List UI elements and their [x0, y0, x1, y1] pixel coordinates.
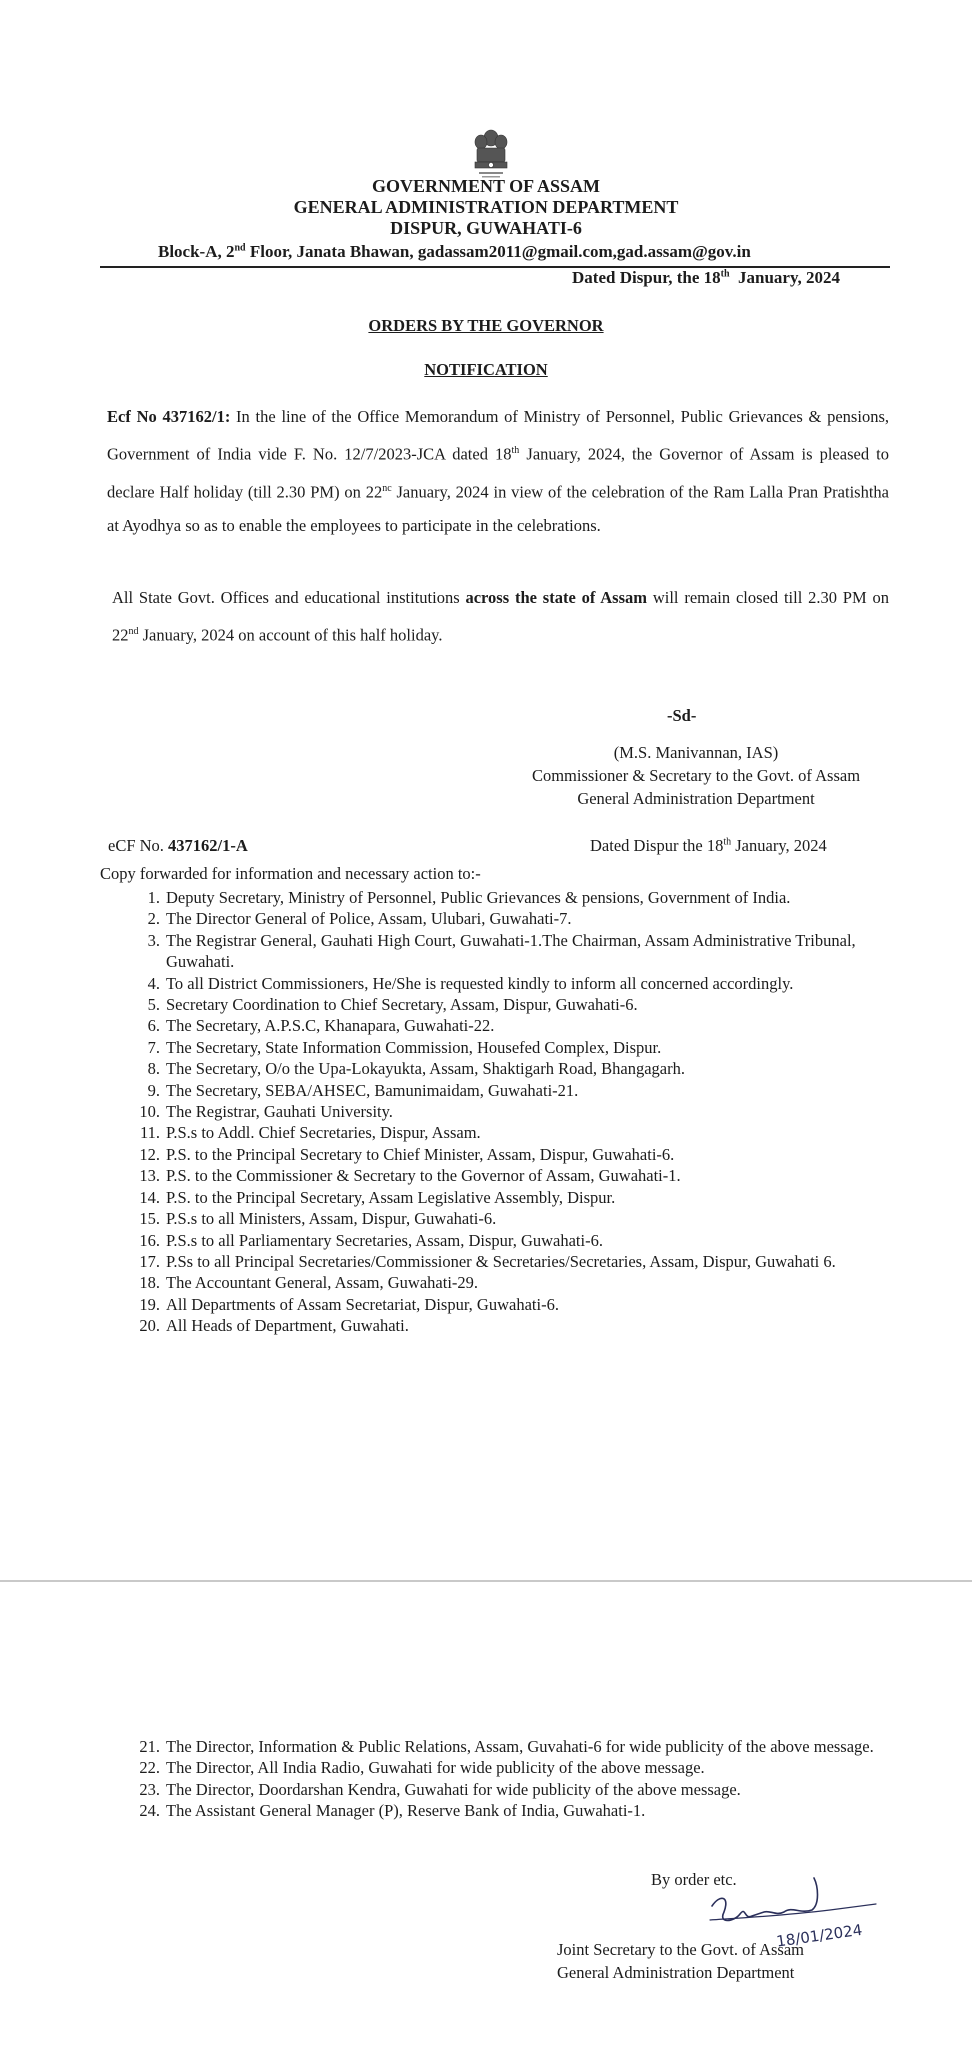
list-item: [100, 1080, 890, 1101]
list-item: [100, 1315, 890, 1336]
page-break-divider: [0, 1580, 972, 1582]
list-item-text: Secretary Coordination to Chief Secretary, Assam, Dispur, Guwahati-6.: [166, 995, 638, 1015]
footer-signatory: [557, 1938, 804, 1984]
list-item-text: The Registrar, Gauhati University.: [166, 1102, 393, 1122]
signatory-department: General Administration Department: [577, 789, 815, 808]
list-item-number: 2.: [147, 909, 160, 929]
list-item-text: The Secretary, SEBA/AHSEC, Bamunimaidam, Guwahati-21.: [166, 1080, 579, 1100]
list-item-text: P.S.s to all Parliamentary Secretaries, Assam, Dispur, Guwahati-6.: [166, 1230, 603, 1250]
list-item-text: P.Ss to all Principal Secretaries/Commissioner & Secretaries/Secretaries, Assam, Dispur, Guwahati 6.: [166, 1251, 836, 1271]
list-item-text: The Director General of Police, Assam, Ulubari, Guwahati-7.: [166, 909, 572, 929]
list-item: [100, 908, 890, 929]
list-item-number: 24.: [139, 1801, 160, 1821]
list-item: [100, 1251, 890, 1272]
by-order-text: By order etc.: [651, 1870, 737, 1889]
signatory-designation: Commissioner & Secretary to the Govt. of Assam: [531, 766, 861, 785]
list-item-number: 16.: [139, 1230, 160, 1250]
notification-paragraph-1: Ecf No 437162/1: In the line of the Office Memorandum of Ministry of Personnel, Public Grievances & pensions, Government of India vide F. No. 12/7/2023-JCA dated 18th January, 2024, the Governor of Assam is pleased to declare Half holiday (till 2.30 PM) on $22^{nc}$ January, 2024 in view of the celebration of the Ram Lalla Pran Pratishtha at Ayodhya so as to enable the employees to participate in the celebrations.: [107, 407, 889, 535]
list-item-text: P.S. to the Principal Secretary to Chief Minister, Assam, Dispur, Guwahati-6.: [166, 1144, 675, 1164]
list-item-text: All Heads of Department, Guwahati.: [166, 1316, 409, 1336]
list-item-text: The Secretary, O/o the Upa-Lokayukta, Assam, Shaktigarh Road, Bhangagarh.: [166, 1059, 685, 1079]
list-item-text: The Director, All India Radio, Guwahati for wide publicity of the above message.: [166, 1758, 705, 1778]
footer-department: General Administration Department: [557, 1963, 795, 1982]
list-item-number: 19.: [139, 1294, 160, 1314]
list-item-text: P.S.s to Addl. Chief Secretaries, Dispur, Assam.: [166, 1123, 481, 1143]
signature-block: [500, 741, 892, 810]
header-line-government: GOVERNMENT OF ASSAM: [371, 176, 601, 196]
list-item-number: 12.: [139, 1144, 160, 1164]
title-notification: NOTIFICATION: [424, 360, 548, 379]
list-item-text: The Secretary, A.P.S.C, Khanapara, Guwahati-22.: [166, 1016, 495, 1036]
list-item-text: The Director, Doordarshan Kendra, Guwahati for wide publicity of the above message.: [166, 1779, 741, 1799]
list-item: [100, 1757, 900, 1778]
list-item-number: 4.: [147, 973, 160, 993]
list-item-text: To all District Commissioners, He/She is requested kindly to inform all concerned accordingly.: [166, 973, 794, 993]
list-item: [100, 1779, 900, 1800]
signature-sd: -Sd-: [667, 706, 697, 725]
list-item-number: 6.: [147, 1016, 160, 1036]
list-item-number: 15.: [139, 1209, 160, 1229]
signature-handwritten-date: 18/01/2024: [775, 1920, 864, 1951]
list-item-text: The Assistant General Manager (P), Reserve Bank of India, Guwahati-1.: [166, 1801, 646, 1821]
list-item-number: 23.: [139, 1779, 160, 1799]
list-item: [100, 1294, 890, 1315]
list-item-text: All Departments of Assam Secretariat, Dispur, Guwahati-6.: [166, 1294, 559, 1314]
list-item: [100, 1122, 890, 1143]
list-item-text: The Director, Information & Public Relations, Assam, Guvahati-6 for wide publicity of the above message.: [166, 1737, 874, 1756]
list-item-text: Deputy Secretary, Ministry of Personnel, Public Grievances & pensions, Government of India.: [166, 888, 791, 907]
copy-ecf-number: eCF No. 437162/1-A: [108, 836, 248, 855]
list-item-number: 9.: [147, 1080, 160, 1100]
title-orders: ORDERS BY THE GOVERNOR: [368, 316, 604, 335]
list-item-text: The Secretary, State Information Commission, Housefed Complex, Dispur.: [166, 1037, 662, 1057]
list-item-number: 14.: [139, 1187, 160, 1207]
list-item-number: 18.: [139, 1273, 160, 1293]
list-item: [100, 973, 890, 994]
copy-date: Dated Dispur the 18th January, 2024: [590, 836, 827, 855]
signatory-name: (M.S. Manivannan, IAS): [613, 743, 779, 762]
list-item: [100, 1208, 890, 1229]
list-item-number: 22.: [139, 1758, 160, 1778]
list-item-text: The Registrar General, Gauhati High Court, Guwahati-1.The Chairman, Assam Administrative Tribunal, Guwahati.: [166, 930, 856, 972]
list-item-number: 8.: [147, 1059, 160, 1079]
copy-distribution-list: [100, 887, 890, 1337]
header-line-address-city: DISPUR, GUWAHATI-6: [390, 218, 582, 238]
list-item-number: 3.: [147, 930, 160, 950]
list-item: [100, 1015, 890, 1036]
copy-distribution-list-continued: [100, 1736, 900, 1822]
list-item: [100, 1165, 890, 1186]
list-item: [100, 1058, 890, 1079]
copy-intro: Copy forwarded for information and necessary action to:-: [100, 864, 481, 883]
list-item: [100, 1144, 890, 1165]
list-item-number: 13.: [139, 1166, 160, 1186]
list-item-number: 1.: [147, 888, 160, 907]
list-item-text: P.S.s to all Ministers, Assam, Dispur, Guwahati-6.: [166, 1209, 497, 1229]
list-item-number: 5.: [147, 995, 160, 1015]
header-line-department: GENERAL ADMINISTRATION DEPARTMENT: [293, 197, 679, 217]
list-item-number: 17.: [139, 1251, 160, 1271]
list-item-number: 11.: [139, 1123, 160, 1143]
list-item: [100, 1101, 890, 1122]
notification-paragraph-2: All State Govt. Offices and educational institutions across the state of Assam will remain closed till 2.30 PM on 22nd January, 2024 on account of this half holiday.: [112, 588, 889, 645]
list-item: [100, 1230, 890, 1251]
list-item-number: 10.: [139, 1102, 160, 1122]
list-item-text: P.S. to the Principal Secretary, Assam Legislative Assembly, Dispur.: [166, 1187, 616, 1207]
header-date: Dated Dispur, the 18th January, 2024: [572, 268, 841, 287]
list-item: [100, 1736, 900, 1757]
list-item-text: P.S. to the Commissioner & Secretary to the Governor of Assam, Guwahati-1.: [166, 1166, 681, 1186]
list-item: [100, 1187, 890, 1208]
list-item: [100, 887, 890, 908]
footer-designation: Joint Secretary to the Govt. of Assam: [557, 1940, 805, 1959]
list-item-number: 21.: [139, 1737, 160, 1756]
list-item-number: 7.: [147, 1037, 160, 1057]
list-item-number: 20.: [139, 1316, 160, 1336]
list-item: [100, 930, 890, 973]
header-address: Block-A, 2nd Floor, Janata Bhawan, gadassam2011@gmail.com,gad.assam@gov.in: [158, 242, 751, 261]
list-item: [100, 1800, 900, 1821]
list-item-text: The Accountant General, Assam, Guwahati-29.: [166, 1273, 479, 1293]
list-item: [100, 1272, 890, 1293]
list-item: [100, 1037, 890, 1058]
list-item: [100, 994, 890, 1015]
